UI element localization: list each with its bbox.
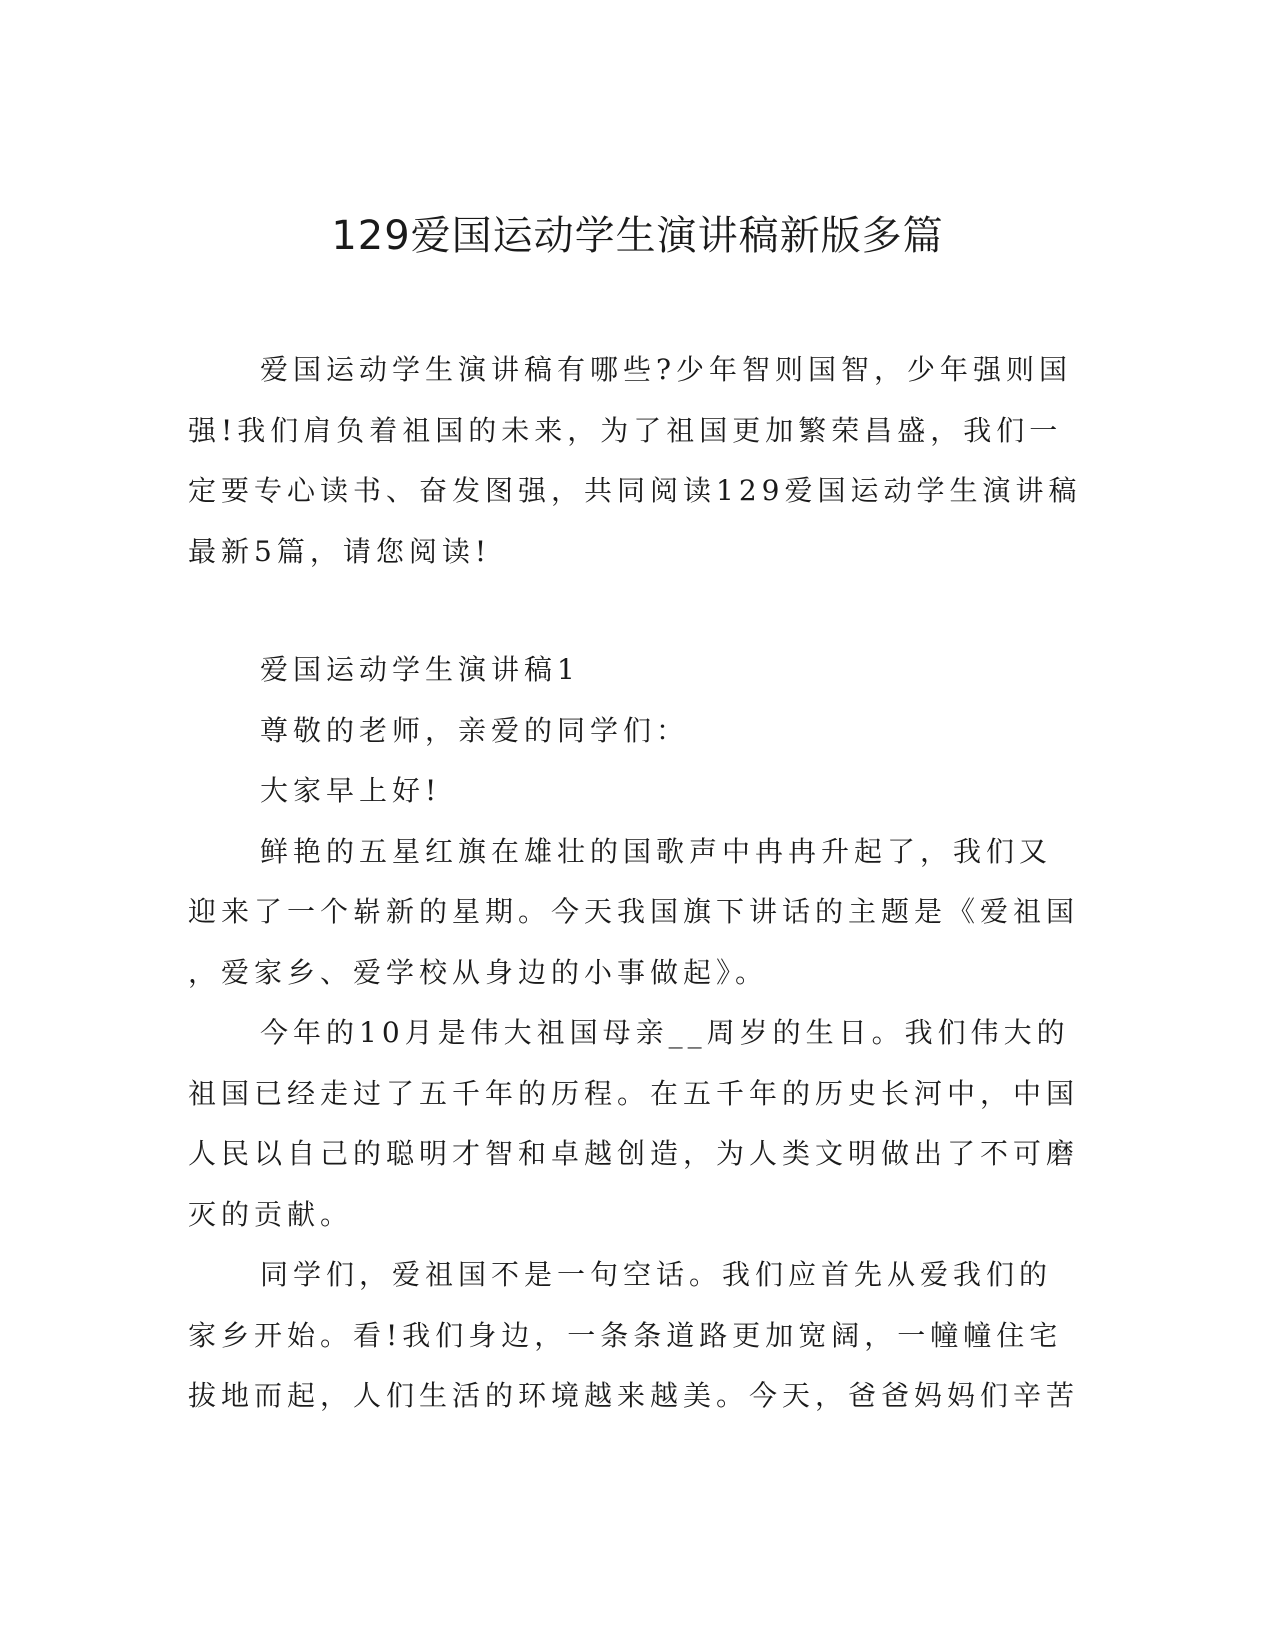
greeting: 大家早上好! — [260, 774, 442, 807]
section-heading: 爱国运动学生演讲稿1 — [260, 653, 580, 686]
paragraph-line: 家乡开始。看!我们身边，一条条道路更加宽阔，一幢幢住宅 — [188, 1318, 1063, 1352]
paragraph-line: ，爱家乡、爱学校从身边的小事做起》。 — [188, 955, 769, 989]
intro-line: 定要专心读书、奋发图强，共同阅读129爱国运动学生演讲稿 — [188, 474, 1082, 507]
intro-line: 强!我们肩负着祖国的未来，为了祖国更加繁荣昌盛，我们一 — [188, 413, 1063, 447]
paragraph-line: 今年的10月是伟大祖国母亲__周岁的生日。我们伟大的 — [260, 1016, 1070, 1049]
paragraph-line: 灭的贡献。 — [188, 1197, 354, 1231]
document-title: 129爱国运动学生演讲稿新版多篇 — [331, 213, 944, 259]
intro-line: 爱国运动学生演讲稿有哪些?少年智则国智，少年强则国 — [260, 353, 1073, 386]
intro-paragraph — [188, 340, 1082, 582]
salutation: 尊敬的老师，亲爱的同学们： — [260, 713, 690, 747]
speech-section — [188, 640, 1078, 1427]
paragraph-line: 人民以自己的聪明才智和卓越创造，为人类文明做出了不可磨 — [188, 1137, 1080, 1170]
paragraph-line: 迎来了一个崭新的星期。今天我国旗下讲话的主题是《爱祖国 — [188, 895, 1080, 928]
paragraph-line: 鲜艳的五星红旗在雄壮的国歌声中冉冉升起了，我们又 — [260, 834, 1053, 868]
paragraph-line: 同学们，爱祖国不是一句空话。我们应首先从爱我们的 — [260, 1258, 1053, 1291]
intro-line: 最新5篇，请您阅读! — [188, 534, 492, 568]
paragraph-line: 拔地而起，人们生活的环境越来越美。今天，爸爸妈妈们辛苦 — [188, 1379, 1080, 1412]
paragraph-line: 祖国已经走过了五千年的历程。在五千年的历史长河中，中国 — [188, 1076, 1080, 1110]
